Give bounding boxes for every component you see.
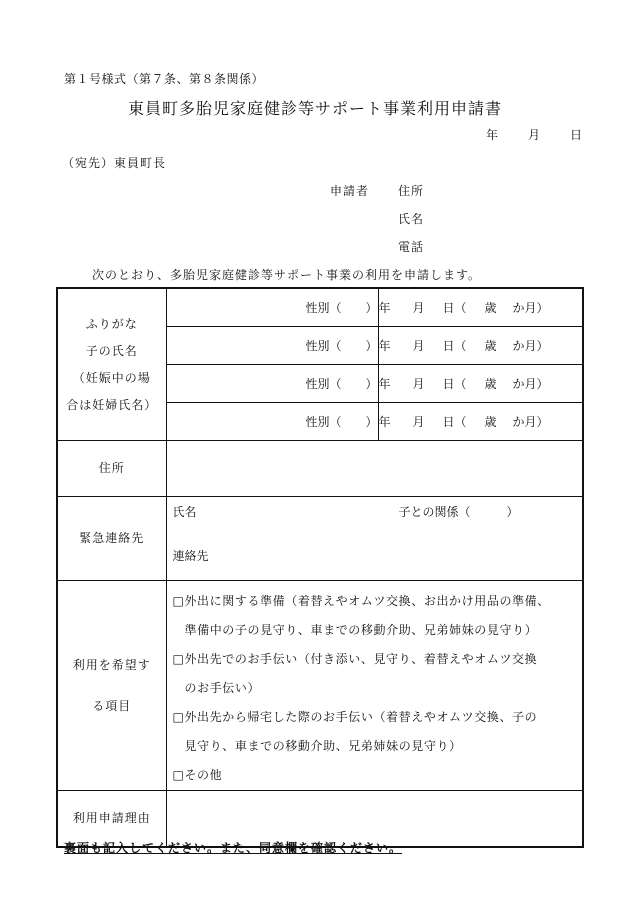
date-day-label: 日 bbox=[570, 128, 583, 142]
items-label: 利用を希望す る項目 bbox=[57, 581, 166, 791]
form-number: 第１号様式（第７条、第８条関係） bbox=[64, 72, 265, 86]
item-checkbox-prep[interactable]: □外出に関する準備（着替えやオムツ交換、お出かけ用品の準備、 bbox=[172, 594, 550, 608]
application-table bbox=[56, 287, 584, 848]
child-birth-field[interactable]: 年 月 日（ 歳 か月） bbox=[378, 403, 583, 441]
emergency-contact-label: 連絡先 bbox=[172, 549, 209, 563]
emergency-relation-label: 子との関係（ ） bbox=[398, 505, 519, 519]
intro-text: 次のとおり、多胎児家庭健診等サポート事業の利用を申請します。 bbox=[92, 268, 482, 282]
child-birth-field[interactable]: 年 月 日（ 歳 か月） bbox=[378, 327, 583, 365]
child-gender-field[interactable]: 性別（ ） bbox=[166, 365, 378, 403]
footer-note: 裏面も記入してください。また、同意欄を確認ください。 bbox=[64, 841, 403, 855]
item-outing-detail: のお手伝い） bbox=[184, 681, 261, 695]
address-field[interactable] bbox=[166, 441, 583, 497]
date-month-label: 月 bbox=[528, 128, 541, 142]
item-checkbox-other[interactable]: □その他 bbox=[172, 768, 223, 782]
address-label: 住所 bbox=[57, 441, 166, 497]
child-birth-field[interactable]: 年 月 日（ 歳 か月） bbox=[378, 365, 583, 403]
child-row-1 bbox=[57, 288, 583, 327]
applicant-name-label: 氏名 bbox=[398, 212, 425, 226]
emergency-field[interactable] bbox=[166, 497, 583, 581]
child-birth-field[interactable]: 年 月 日（ 歳 か月） bbox=[378, 288, 583, 327]
item-return-detail: 見守り、車までの移動介助、兄弟姉妹の見守り） bbox=[184, 739, 462, 753]
applicant-phone-label: 電話 bbox=[398, 240, 425, 254]
emergency-name-label: 氏名 bbox=[172, 505, 197, 519]
items-list bbox=[166, 581, 583, 791]
child-gender-field[interactable]: 性別（ ） bbox=[166, 403, 378, 441]
addressee: （宛先）東員町長 bbox=[62, 156, 167, 170]
emergency-label: 緊急連絡先 bbox=[57, 497, 166, 581]
children-label: ふりがな 子の氏名 （妊娠中の場 合は妊婦氏名） bbox=[57, 288, 166, 441]
item-prep-detail: 準備中の子の見守り、車までの移動介助、兄弟姉妹の見守り） bbox=[184, 623, 538, 637]
items-row bbox=[57, 581, 583, 791]
child-gender-field[interactable]: 性別（ ） bbox=[166, 327, 378, 365]
applicant-label: 申請者 bbox=[330, 184, 370, 198]
reason-label: 利用申請理由 bbox=[57, 791, 166, 848]
page-title: 東員町多胎児家庭健診等サポート事業利用申請書 bbox=[127, 99, 502, 118]
emergency-row bbox=[57, 497, 583, 581]
item-checkbox-outing[interactable]: □外出先でのお手伝い（付き添い、見守り、着替えやオムツ交換 bbox=[172, 652, 538, 666]
applicant-address-label: 住所 bbox=[398, 184, 425, 198]
address-row bbox=[57, 441, 583, 497]
date-year-label: 年 bbox=[486, 128, 499, 142]
child-gender-field[interactable]: 性別（ ） bbox=[166, 288, 378, 327]
item-checkbox-return[interactable]: □外出先から帰宅した際のお手伝い（着替えやオムツ交換、子の bbox=[172, 710, 538, 724]
